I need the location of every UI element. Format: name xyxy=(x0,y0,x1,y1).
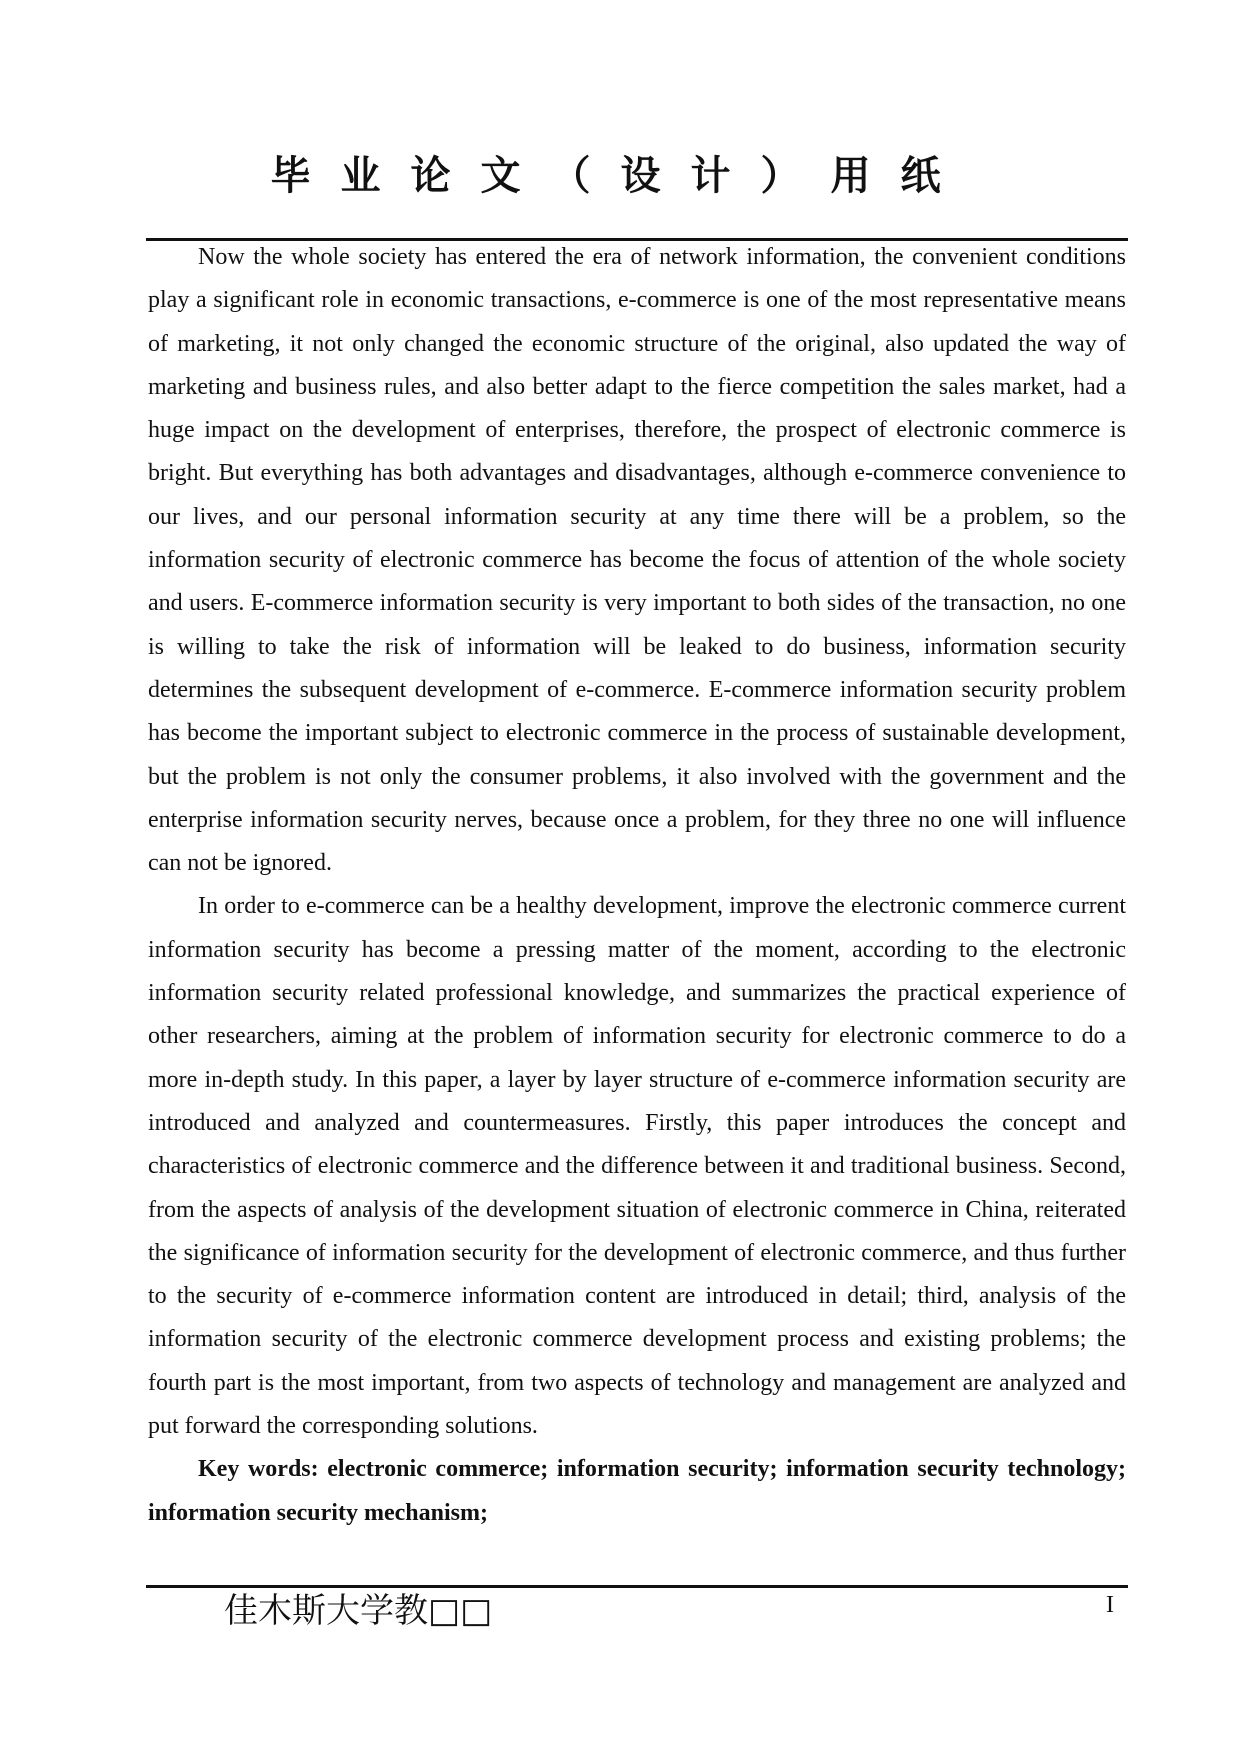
page-number: I xyxy=(1106,1592,1114,1618)
abstract-body xyxy=(148,236,1126,1535)
abstract-paragraph-1: Now the whole society has entered the era of network information, the convenient conditions play a significant role in economic transactions, e-commerce is one of the most representative means of marketing, it not only changed the economic structure of the original, also updated the way of marketing and business rules, and also better adapt to the fierce competition the sales market, had a huge impact on the development of enterprises, therefore, the prospect of electronic commerce is bright. But everything has both advantages and disadvantages, although e-commerce convenience to our lives, and our personal information security at any time there will be a problem, so the information security of electronic commerce has become the focus of attention of the whole society and users. E-commerce information security is very important to both sides of the transaction, no one is willing to take the risk of information will be leaked to do business, information security determines the subsequent development of e-commerce. E-commerce information security problem has become the important subject to electronic commerce in the process of sustainable development, but the problem is not only the consumer problems, it also involved with the government and the enterprise information security nerves, because once a problem, for they three no one will influence can not be ignored. xyxy=(148,244,1126,877)
keywords-line: Key words: electronic commerce; information security; information security technology; information security mechanism; xyxy=(148,1456,1126,1526)
footer-school-name: 佳木斯大学教□□ xyxy=(224,1591,493,1631)
abstract-paragraph-2: In order to e-commerce can be a healthy development, improve the electronic commerce current information security has become a pressing matter of the moment, according to the electronic information security related professional knowledge, and summarizes the practical experience of other researchers, aiming at the problem of information security for electronic commerce to do a more in-depth study. In this paper, a layer by layer structure of e-commerce information security are introduced and analyzed and countermeasures. Firstly, this paper introduces the concept and characteristics of electronic commerce and the difference between it and traditional business. Second, from the aspects of analysis of the development situation of electronic commerce in China, reiterated the significance of information security for the development of electronic commerce, and thus further to the security of e-commerce information content are introduced in detail; third, analysis of the information security of the electronic commerce development process and existing problems; the fourth part is the most important, from two aspects of technology and management are analyzed and put forward the corresponding solutions. xyxy=(148,893,1126,1440)
page-header-title: 毕业论文（设计）用纸 xyxy=(270,152,971,199)
